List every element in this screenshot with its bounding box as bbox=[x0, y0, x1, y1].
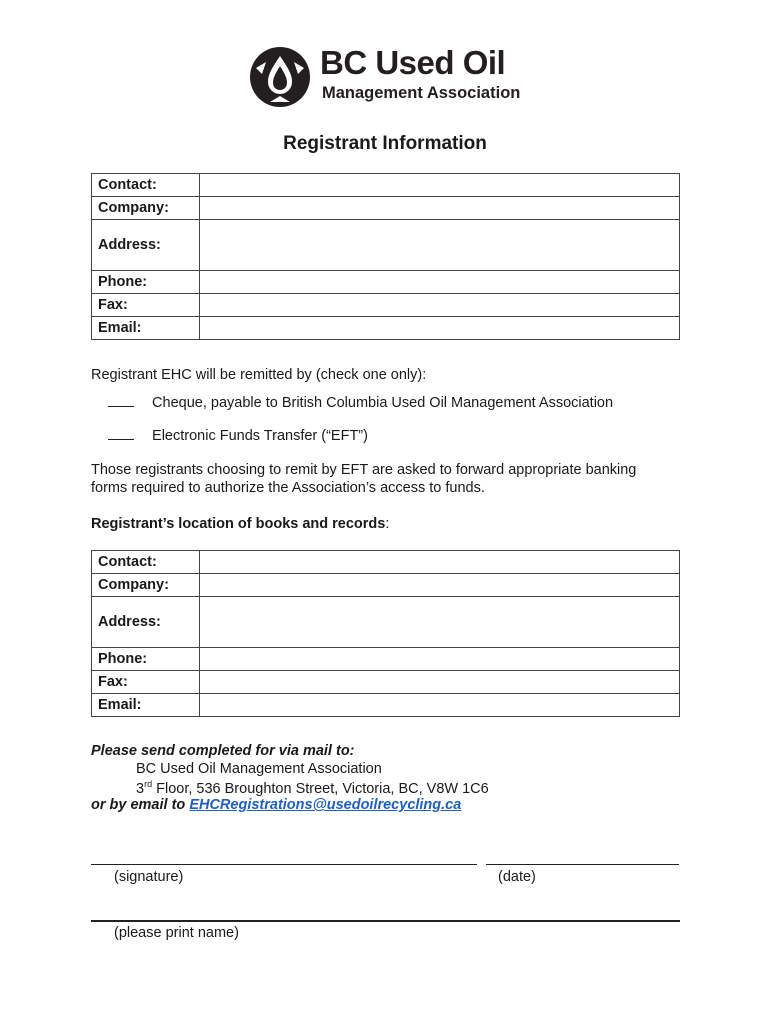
email-field[interactable] bbox=[200, 317, 680, 340]
books-fax-label: Fax: bbox=[92, 671, 200, 694]
mailing-address bbox=[136, 779, 489, 797]
books-records-table bbox=[91, 550, 680, 717]
books-heading bbox=[91, 516, 389, 532]
address-floor-suffix: rd bbox=[144, 779, 153, 789]
table-row bbox=[92, 197, 680, 220]
books-email-label: Email: bbox=[92, 694, 200, 717]
address-label: Address: bbox=[92, 220, 200, 271]
signature-line[interactable] bbox=[91, 864, 477, 865]
books-heading-colon: : bbox=[385, 516, 390, 532]
table-row bbox=[92, 294, 680, 317]
signature-label: (signature) bbox=[114, 869, 184, 885]
address-field[interactable] bbox=[200, 220, 680, 271]
contact-field[interactable] bbox=[200, 174, 680, 197]
books-address-field[interactable] bbox=[200, 597, 680, 648]
eft-note-line-1: Those registrants choosing to remit by EFT are asked to forward appropriate banking bbox=[91, 462, 637, 478]
email-label: Email: bbox=[92, 317, 200, 340]
eft-checkbox-blank[interactable] bbox=[108, 427, 134, 440]
phone-label: Phone: bbox=[92, 271, 200, 294]
cheque-checkbox-blank[interactable] bbox=[108, 394, 134, 407]
eft-option[interactable] bbox=[108, 427, 368, 444]
bcuoma-logo bbox=[248, 46, 528, 108]
registrant-info-table bbox=[91, 173, 680, 340]
books-phone-label: Phone: bbox=[92, 648, 200, 671]
table-row bbox=[92, 317, 680, 340]
fax-field[interactable] bbox=[200, 294, 680, 317]
books-contact-label: Contact: bbox=[92, 551, 200, 574]
phone-field[interactable] bbox=[200, 271, 680, 294]
oil-drop-logo-icon bbox=[248, 46, 312, 108]
page-title: Registrant Information bbox=[283, 133, 487, 154]
table-row bbox=[92, 671, 680, 694]
books-email-field[interactable] bbox=[200, 694, 680, 717]
address-floor-number: 3 bbox=[136, 780, 145, 797]
books-heading-text: Registrant’s location of books and records bbox=[91, 516, 386, 532]
books-company-field[interactable] bbox=[200, 574, 680, 597]
table-row bbox=[92, 551, 680, 574]
books-contact-field[interactable] bbox=[200, 551, 680, 574]
fax-label: Fax: bbox=[92, 294, 200, 317]
table-row bbox=[92, 694, 680, 717]
print-name-label: (please print name) bbox=[114, 925, 239, 941]
table-row bbox=[92, 648, 680, 671]
books-company-label: Company: bbox=[92, 574, 200, 597]
table-row bbox=[92, 597, 680, 648]
logo-subtitle: Management Association bbox=[322, 84, 521, 102]
logo-title: BC Used Oil bbox=[320, 44, 506, 81]
email-instruction bbox=[91, 797, 461, 813]
date-label: (date) bbox=[498, 869, 536, 885]
email-prefix: or by email to bbox=[91, 797, 190, 813]
books-fax-field[interactable] bbox=[200, 671, 680, 694]
eft-option-label: Electronic Funds Transfer (“EFT”) bbox=[152, 428, 368, 444]
table-row bbox=[92, 271, 680, 294]
company-label: Company: bbox=[92, 197, 200, 220]
books-phone-field[interactable] bbox=[200, 648, 680, 671]
mailing-org: BC Used Oil Management Association bbox=[136, 761, 382, 777]
table-row bbox=[92, 174, 680, 197]
address-street: Floor, 536 Broughton Street, Victoria, BC, V8W 1C6 bbox=[152, 780, 489, 797]
table-row bbox=[92, 574, 680, 597]
company-field[interactable] bbox=[200, 197, 680, 220]
print-name-line[interactable] bbox=[91, 920, 680, 922]
cheque-option[interactable] bbox=[108, 394, 613, 411]
books-address-label: Address: bbox=[92, 597, 200, 648]
eft-note-line-2: forms required to authorize the Association’s access to funds. bbox=[91, 480, 485, 496]
contact-label: Contact: bbox=[92, 174, 200, 197]
email-link[interactable]: EHCRegistrations@usedoilrecycling.ca bbox=[189, 797, 462, 813]
cheque-option-label: Cheque, payable to British Columbia Used Oil Management Association bbox=[152, 395, 614, 411]
remit-prompt: Registrant EHC will be remitted by (check one only): bbox=[91, 367, 427, 383]
mailing-heading: Please send completed for via mail to: bbox=[91, 743, 355, 759]
date-line[interactable] bbox=[486, 864, 679, 865]
table-row bbox=[92, 220, 680, 271]
